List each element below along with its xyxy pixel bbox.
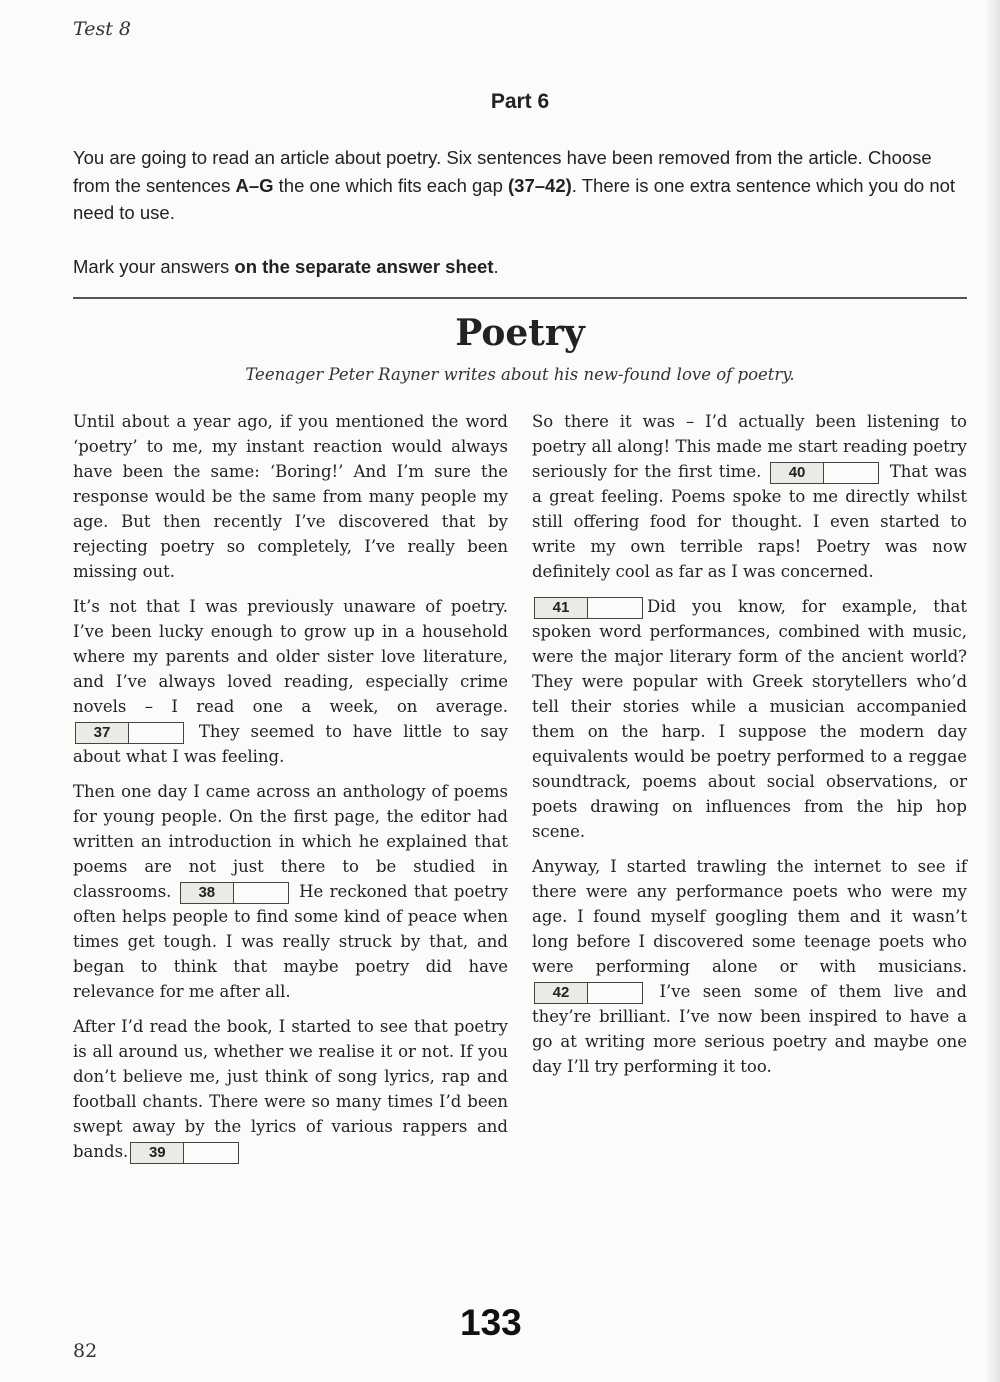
divider-rule [73, 297, 967, 299]
article-paragraph: It’s not that I was previously unaware of poetry. I’ve been lucky enough to grow up in a household where my parents and older sister love literature, and I’ve always loved reading, especially crime novels – I read one a week, on average. 37 They seemed to have little to say about what I was feeling. [73, 597, 509, 766]
article-paragraph: Anyway, I started trawling the internet to see if there were any performance poets who were my age. I found myself googling them and it wasn’t long before I discovered some teenage poets who were performing alone or with musicians. 42 I’ve seen some of them live and they’re brilliant. I’ve now been inspired to have a go at writing more serious poetry and maybe one day I’ll try performing it too. [532, 857, 967, 1076]
instructions [73, 144, 973, 280]
page-edge-shadow [986, 0, 1000, 1382]
article-paragraph: After I’d read the book, I started to see that poetry is all around us, whether we realise it or not. If you don’t believe me, just think of song lyrics, rap and football chants. There were so many times I’d been swept away by the lyrics of various rappers and bands. 39 [73, 1014, 508, 1164]
gap-40-answer-box[interactable]: 40 [770, 462, 879, 484]
article-paragraph: Until about a year ago, if you mentioned the word ‘poetry’ to me, my instant reaction would always have been the same: ‘Boring!’ And I’m sure the response would be the same from many people my age. But then recently I’ve discovered that by rejecting poetry so completely, I’ve really been missing out. [73, 412, 508, 581]
article-title: Poetry [455, 312, 585, 354]
gap-38-answer-box[interactable]: 38 [180, 882, 289, 904]
article-paragraph: 41 Did you know, for example, that spoken word performances, combined with music, were the major literary form of the ancient world? They were popular with Greek storytellers who’d tell their stories while a musician accompanied them on the harp. I suppose the modern day equivalents would be poetry performed to a reggae soundtrack, poems about social observations, or poets drawing on influences from the hip hop scene. [532, 597, 967, 841]
gap-41-answer-box[interactable]: 41 [534, 597, 643, 619]
running-head: Test 8 [73, 18, 131, 40]
gap-37-answer-box[interactable]: 37 [75, 722, 184, 744]
folio-number: 82 [73, 1340, 98, 1362]
gap-39-answer-box[interactable]: 39 [130, 1142, 239, 1164]
gap-42-answer-box[interactable]: 42 [534, 982, 643, 1004]
mark-answers-instruction: Mark your answers on the separate answer sheet. [73, 255, 499, 277]
instructions-paragraph: You are going to read an article about poetry. Six sentences have been removed from the article. Choose from the sentences A–G the one which fits each gap (37–42). There is one extra sentence which you do not need to use. [73, 147, 956, 223]
article-paragraph: So there it was – I’d actually been listening to poetry all along! This made me start reading poetry seriously for the first time. 40 That was a great feeling. Poems spoke to me directly whilst still offering food for thought. I even started to write my own terrible raps! Poetry was now definitely cool as far as I was concerned. [532, 412, 967, 581]
article-standfirst: Teenager Peter Rayner writes about his new-found love of poetry. [245, 365, 795, 384]
article-column-left [73, 409, 508, 1174]
article-paragraph: Then one day I came across an anthology of poems for young people. On the first page, the editor had written an introduction in which he explained that poems are not just there to be studied in classrooms. 38 He reckoned that poetry often helps people to find some kind of peace when times get tough. I was really struck by that, and began to think that maybe poetry did have relevance for me after all. [73, 782, 509, 1001]
part-title: Part 6 [490, 90, 550, 113]
page-number: 133 [460, 1302, 522, 1343]
article-column-right [532, 409, 967, 1089]
